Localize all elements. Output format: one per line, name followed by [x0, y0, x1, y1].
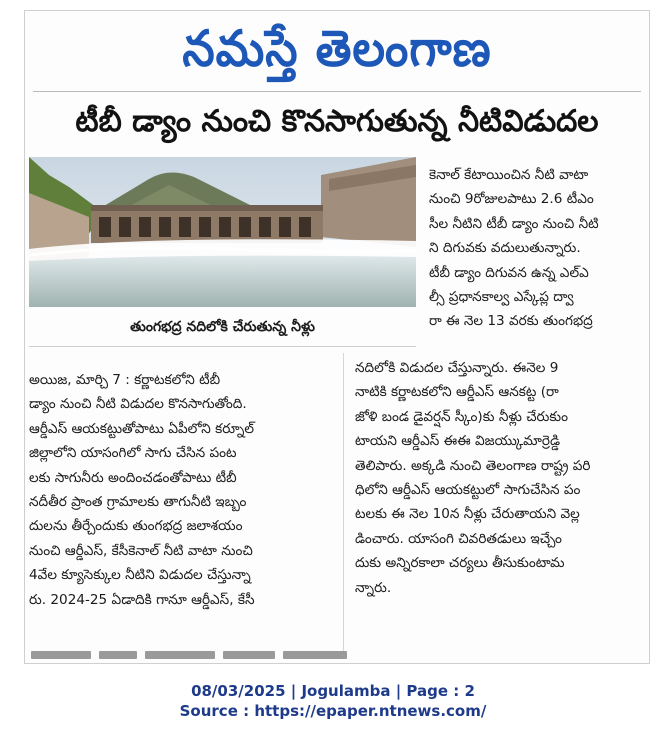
article-line: దుకు అన్నిరకాలా చర్యలు తీసుకుంటామ: [355, 555, 565, 572]
article-line: నదిలోకి విడుదల చేస్తున్నారు. ఈనెల 9: [355, 360, 559, 376]
article-line: నుంచి ఆర్డీఎస్, కేసీకెనాల్ నీటి వాటా నుంచి: [29, 542, 253, 559]
dam-photo: [29, 157, 416, 307]
article-line: రా ఈ నెల 13 వరకు తుంగభద్ర: [429, 313, 593, 330]
article-line: నుంచి 9రోజులపాటు 2.6 టీఎం: [429, 191, 594, 208]
cropped-text-fragment: [145, 651, 215, 659]
article-line: కెనాల్ కేటాయించిన నీటి వాటా: [429, 167, 589, 183]
cropped-text-fragment: [223, 651, 275, 659]
masthead-logo: నమస్తే తెలంగాణ: [182, 18, 492, 78]
cropped-next-article-strip: [25, 649, 649, 664]
article-line: ని దిగువకు వదులుతున్నారు.: [429, 240, 581, 257]
article-line: డించారు. యాసంగి చివరితడులు ఇచ్చేం: [355, 530, 562, 547]
article-line: తెలిపారు. అక్కడి నుంచి తెలంగాణ రాష్ట్ర పరి: [355, 457, 591, 474]
article-line: న్నారు.: [355, 579, 392, 596]
article-line: టలకు ఈ నెల 10న నీళ్లు చేరుతాయని వెల్ల: [355, 506, 580, 523]
article-line: రు. 2024-25 ఏడాదికి గానూ ఆర్డీఎస్, కేసీ: [29, 591, 255, 608]
article-line: ఆర్డీఎస్ ఆయకట్టుతోపాటు ఏపీలోని కర్నూల్: [29, 420, 255, 437]
article-line: నాటికి కర్ణాటకలోని ఆర్డీఎస్ ఆనకట్ట (రా: [355, 384, 559, 401]
caption-divider: [29, 346, 416, 347]
article-line: ధిలోని ఆర్డీఎస్ ఆయకట్టులో సాగుచేసిన పం: [355, 482, 581, 499]
footer-edition-info: 08/03/2025 | Jogulamba | Page : 2: [191, 682, 475, 700]
article-headline: టీబీ డ్యాం నుంచి కొనసాగుతున్న నీటివిడుదల: [75, 104, 599, 139]
footer-source: Source : https://epaper.ntnews.com/: [179, 702, 487, 720]
photo-caption: తుంగభద్ర నదిలోకి చేరుతున్న నీళ్లు: [130, 319, 315, 335]
column-divider: [343, 353, 344, 653]
article-column-right-bottom: [355, 356, 645, 600]
article-line: నదీతీర ప్రాంత గ్రామాలకు తాగునీటి ఇబ్బం: [29, 494, 247, 511]
article-line: సీల నీటిని టీబీ డ్యాం నుంచి నీటి: [429, 215, 599, 232]
dam-photo-graphic: [29, 157, 416, 307]
cropped-text-fragment: [31, 651, 91, 659]
masthead-divider: [33, 91, 641, 92]
newspaper-clipping: [24, 10, 650, 664]
article-line: జిల్లాలోని యాసంగిలో సాగు చేసిన పంట: [29, 445, 237, 462]
article-line: ల్సీ ప్రధానకాల్వ ఎస్కేప్ల ద్వా: [429, 289, 574, 306]
article-line: టాయని ఆర్డీఎస్ ఈఈ విజయ్కుమార్రెడ్డి: [355, 433, 561, 450]
article-line: జోళి బండ డైవర్షన్ స్కీం)కు నీళ్లు చేరుకుం: [355, 408, 569, 425]
article-line: టీబీ డ్యాం దిగువన ఉన్న ఎల్ఎ: [429, 264, 589, 281]
article-line: దులను తీర్చేందుకు తుంగభద్ర జలాశయం: [29, 518, 243, 535]
article-column-left: [29, 368, 335, 612]
article-line: 4వేల క్యూసెక్కుల నీటిని విడుదల చేస్తున్నా: [29, 567, 251, 584]
article-line: అయిజ, మార్చి 7 : కర్ణాటకలోని టీబీ: [29, 372, 221, 388]
article-line: లకు సాగునీరు అందించడంతోపాటు టీబీ: [29, 469, 237, 486]
cropped-text-fragment: [283, 651, 347, 659]
cropped-text-fragment: [99, 651, 137, 659]
article-column-right-top: [429, 163, 643, 334]
article-line: డ్యాం నుంచి నీటి విడుదల కొనసాగుతోంది.: [29, 396, 247, 413]
